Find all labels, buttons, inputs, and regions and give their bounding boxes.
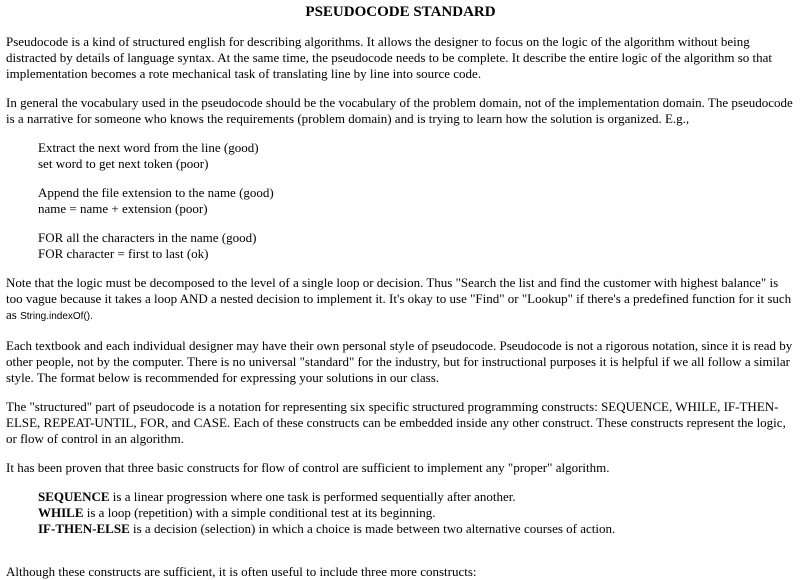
construct-sequence <box>38 489 795 505</box>
examples-block <box>38 140 795 262</box>
additional-constructs-paragraph: Although these constructs are sufficient, it is often useful to include three more constructs: <box>6 564 477 579</box>
vocabulary-paragraph: In general the vocabulary used in the pseudocode should be the vocabulary of the problem domain, not of the implementation domain. The pseudocode is a narrative for someone who knows the requirements (problem domain) and is trying to learn how the solution is organized. E.g., <box>6 95 793 126</box>
decomposition-paragraph <box>6 275 795 325</box>
style-paragraph: Each textbook and each individual designer may have their own personal style of pseudocode. Pseudocode is not a rigorous notation, since it is read by other people, not by the computer. There is no universal "standard" for the industry, but for instructional purposes it is helpful if we all follow a similar style. The format below is recommended for expressing your solutions in our class. <box>6 338 793 385</box>
construct-term: WHILE <box>38 505 84 520</box>
page-title: PSEUDOCODE STANDARD <box>305 4 496 20</box>
spacer <box>6 550 795 564</box>
example-pair <box>38 185 795 217</box>
construct-while <box>38 505 795 521</box>
construct-term: SEQUENCE <box>38 489 110 504</box>
example-good: FOR all the characters in the name (good) <box>38 230 257 245</box>
example-good: Extract the next word from the line (good) <box>38 140 259 155</box>
example-other: FOR character = first to last (ok) <box>38 246 209 261</box>
code-snippet: String.indexOf(). <box>20 311 93 322</box>
structured-paragraph: The "structured" part of pseudocode is a notation for representing six specific structured programming constructs: SEQUENCE, WHILE, IF-THEN-ELSE, REPEAT-UNTIL, FOR, and CASE. Each of these constructs can be embedded inside any other construct. These constructs represent the logic, or flow of control in an algorithm. <box>6 399 786 446</box>
example-other: name = name + extension (poor) <box>38 201 208 216</box>
construct-desc: is a decision (selection) in which a choice is made between two alternative courses of action. <box>129 521 616 536</box>
constructs-list <box>38 489 795 537</box>
example-other: set word to get next token (poor) <box>38 156 209 171</box>
intro-paragraph: Pseudocode is a kind of structured english for describing algorithms. It allows the designer to focus on the logic of the algorithm without being distracted by details of language syntax. At the same time, the pseudocode needs to be complete. It describe the entire logic of the algorithm so that implementation becomes a rote mechanical task of translating line by line into source code. <box>6 34 773 81</box>
example-pair <box>38 140 795 172</box>
example-good: Append the file extension to the name (good) <box>38 185 274 200</box>
construct-desc: is a linear progression where one task is performed sequentially after another. <box>109 489 516 504</box>
construct-if-then-else <box>38 521 795 537</box>
construct-desc: is a loop (repetition) with a simple conditional test at its beginning. <box>83 505 436 520</box>
decomposition-text: Note that the logic must be decomposed to the level of a single loop or decision. Thus "Search the list and find the customer with highest balance" is too vague because it takes a loop AND a nested decision to implement it. It's okay to use "Find" or "Lookup" if there's a predefined function for it such as <box>6 275 792 322</box>
construct-term: IF-THEN-ELSE <box>38 521 130 536</box>
example-pair <box>38 230 795 262</box>
proof-paragraph: It has been proven that three basic constructs for flow of control are sufficient to implement any "proper" algorithm. <box>6 460 610 475</box>
